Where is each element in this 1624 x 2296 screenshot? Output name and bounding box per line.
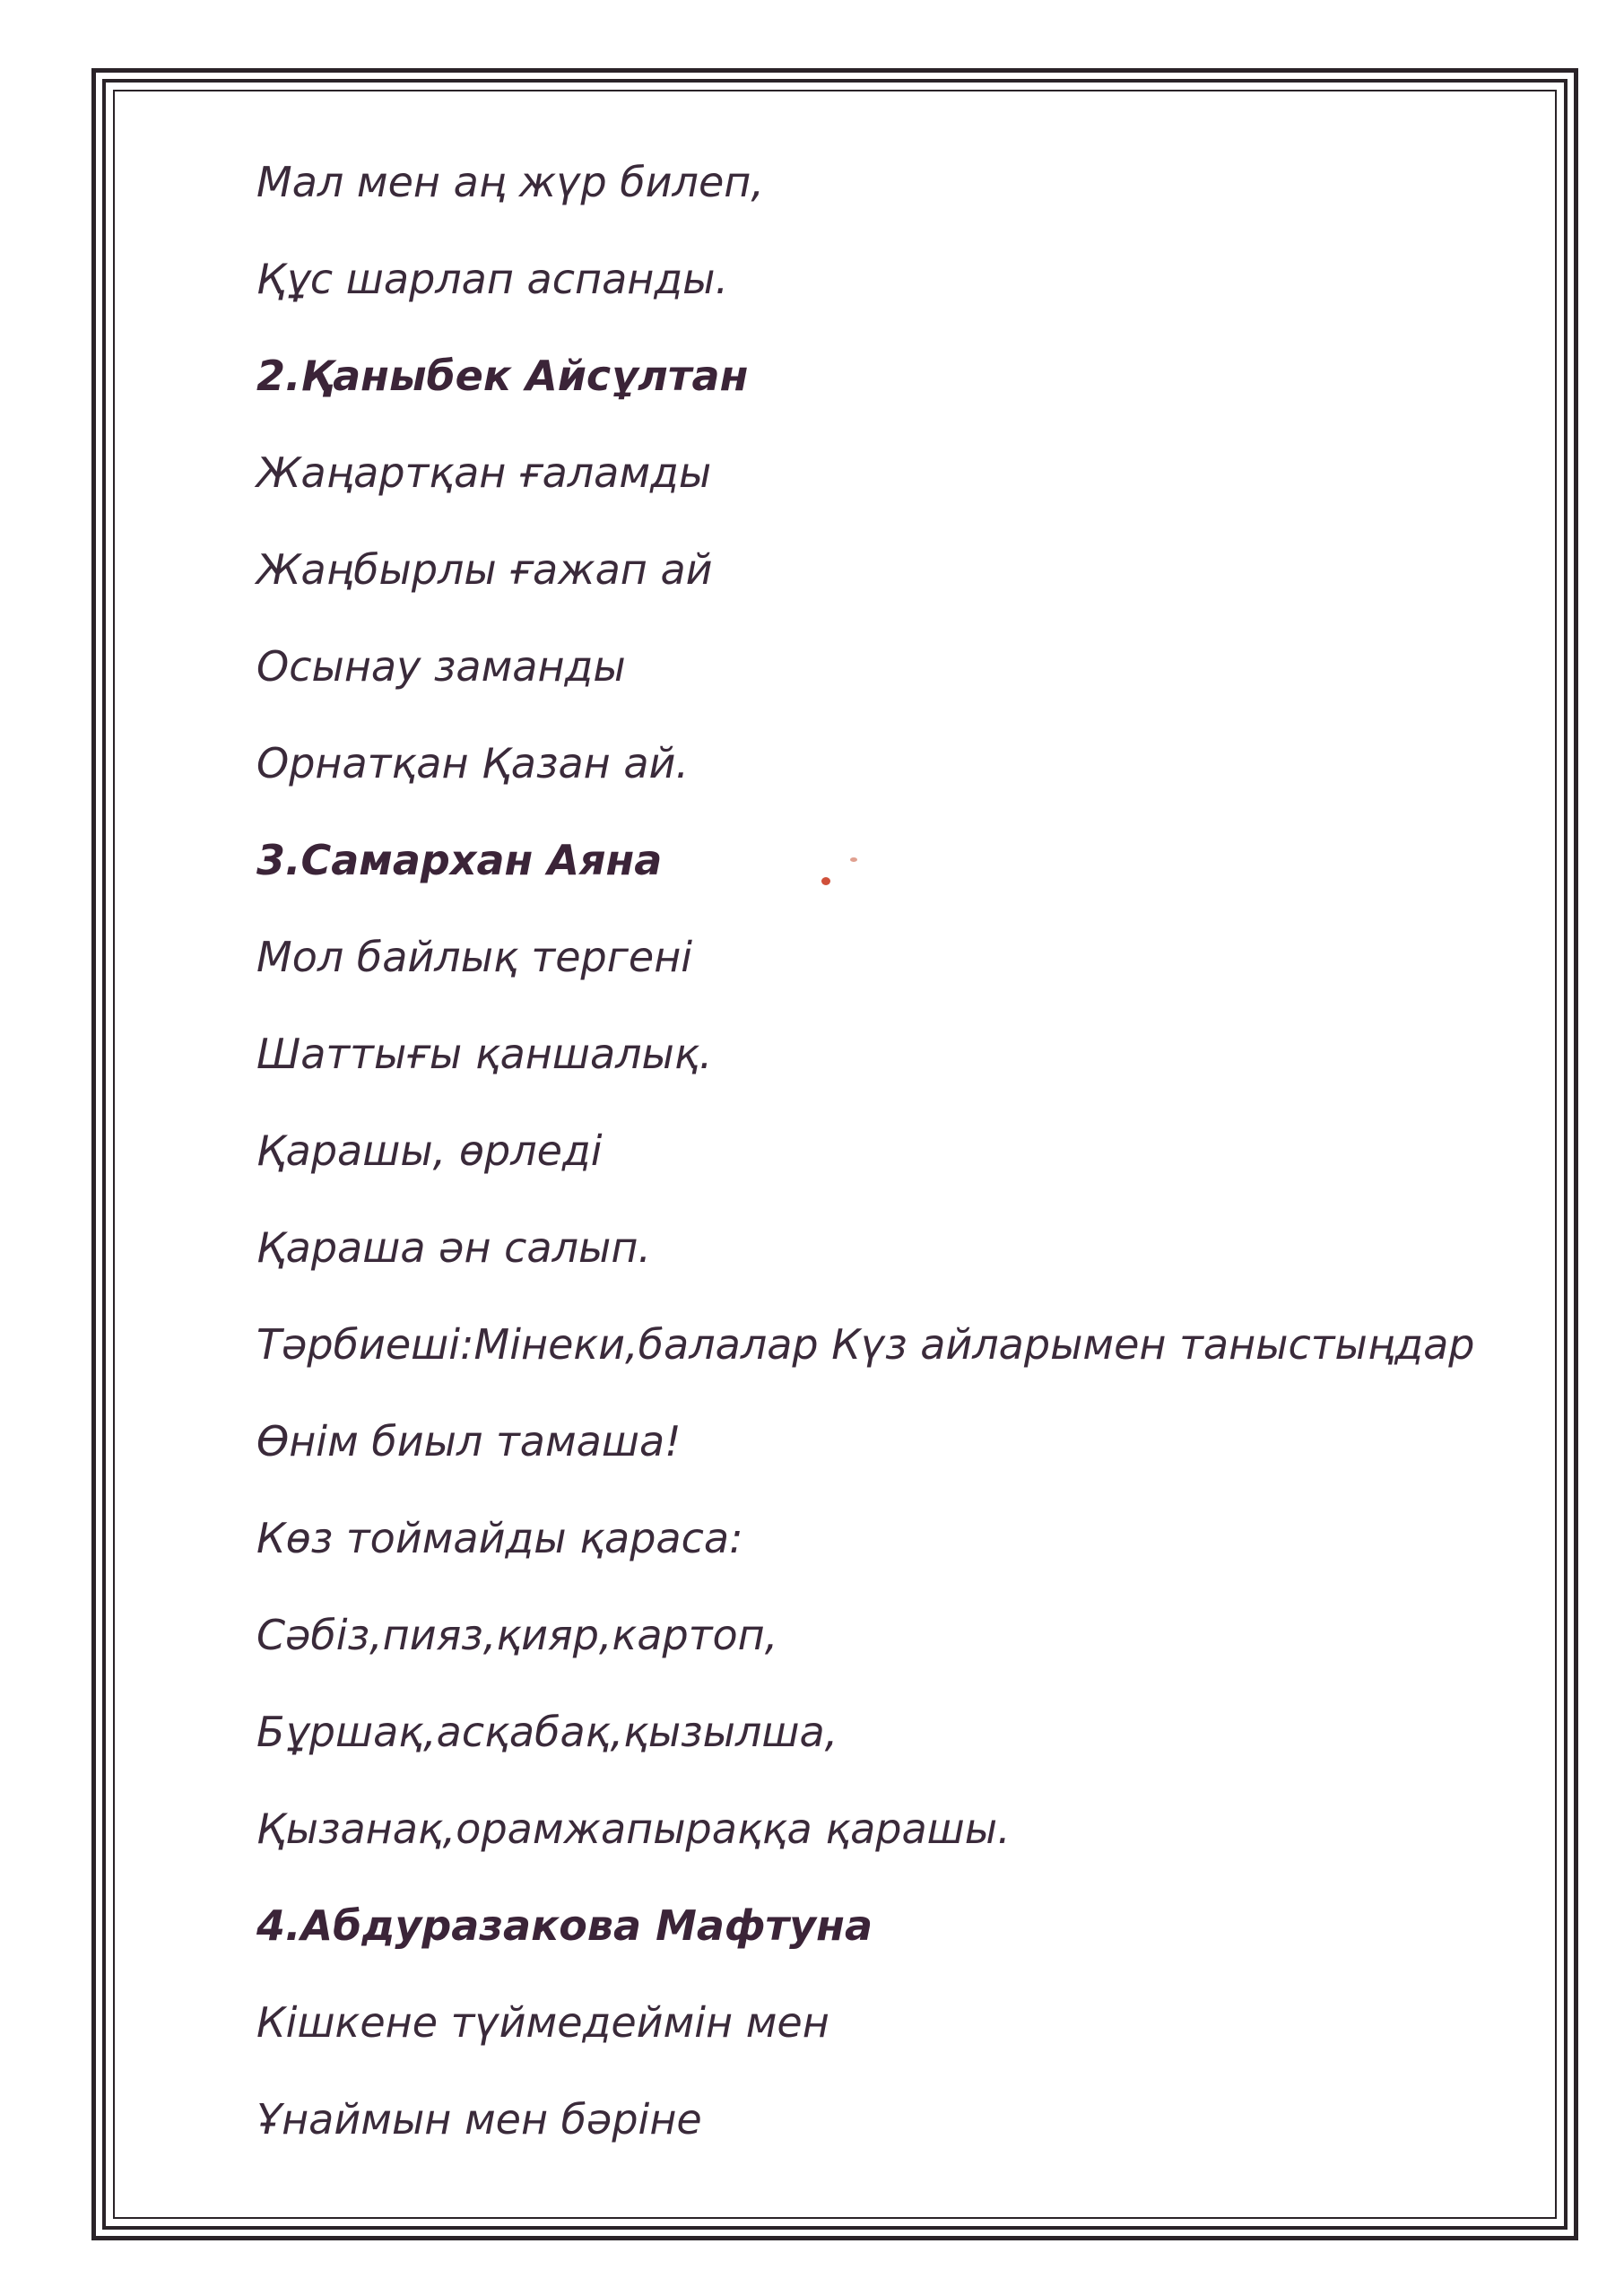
- speaker-heading: 2.Қаныбек Айсұлтан: [256, 352, 749, 400]
- text-line: Бұршақ,асқабақ,қызылша,: [256, 1708, 838, 1756]
- text-line: Құс шарлап аспанды.: [256, 255, 729, 303]
- text-line: Қарашы, өрледі: [256, 1126, 603, 1175]
- text-line: Жаңбырлы ғажап ай: [256, 545, 713, 594]
- text-line: Мол байлық тергені: [256, 933, 693, 981]
- text-line: Қызанақ,орамжапыраққа қарашы.: [256, 1805, 1011, 1853]
- text-line: Орнатқан Қазан ай.: [256, 739, 690, 787]
- speaker-heading: 4.Абдуразакова Мафтуна: [256, 1901, 873, 1950]
- text-line: Осынау заманды: [256, 642, 626, 691]
- poem-text: [256, 158, 1530, 2196]
- text-line: Шаттығы қаншалық.: [256, 1030, 713, 1078]
- ink-speck: [821, 877, 830, 885]
- text-line: Жаңартқан ғаламды: [256, 448, 712, 497]
- text-line: Мал мен аң жүр билеп,: [256, 158, 764, 206]
- text-line: Кішкене түймедеймін мен: [256, 1998, 829, 2047]
- text-line: Тәрбиеші:Мінеки,балалар Күз айларымен таныстыңдар: [256, 1320, 1475, 1369]
- speaker-heading: 3.Самархан Аяна: [256, 836, 663, 884]
- text-line: Өнім биыл тамаша!: [256, 1417, 682, 1465]
- ink-speck: [850, 857, 857, 862]
- text-line: Сәбіз,пияз,қияр,картоп,: [256, 1611, 778, 1659]
- text-line: Қараша ән салып.: [256, 1223, 652, 1272]
- text-line: Көз тоймайды қараса:: [256, 1514, 743, 1562]
- text-line: Ұнаймын мен бәріне: [256, 2095, 702, 2144]
